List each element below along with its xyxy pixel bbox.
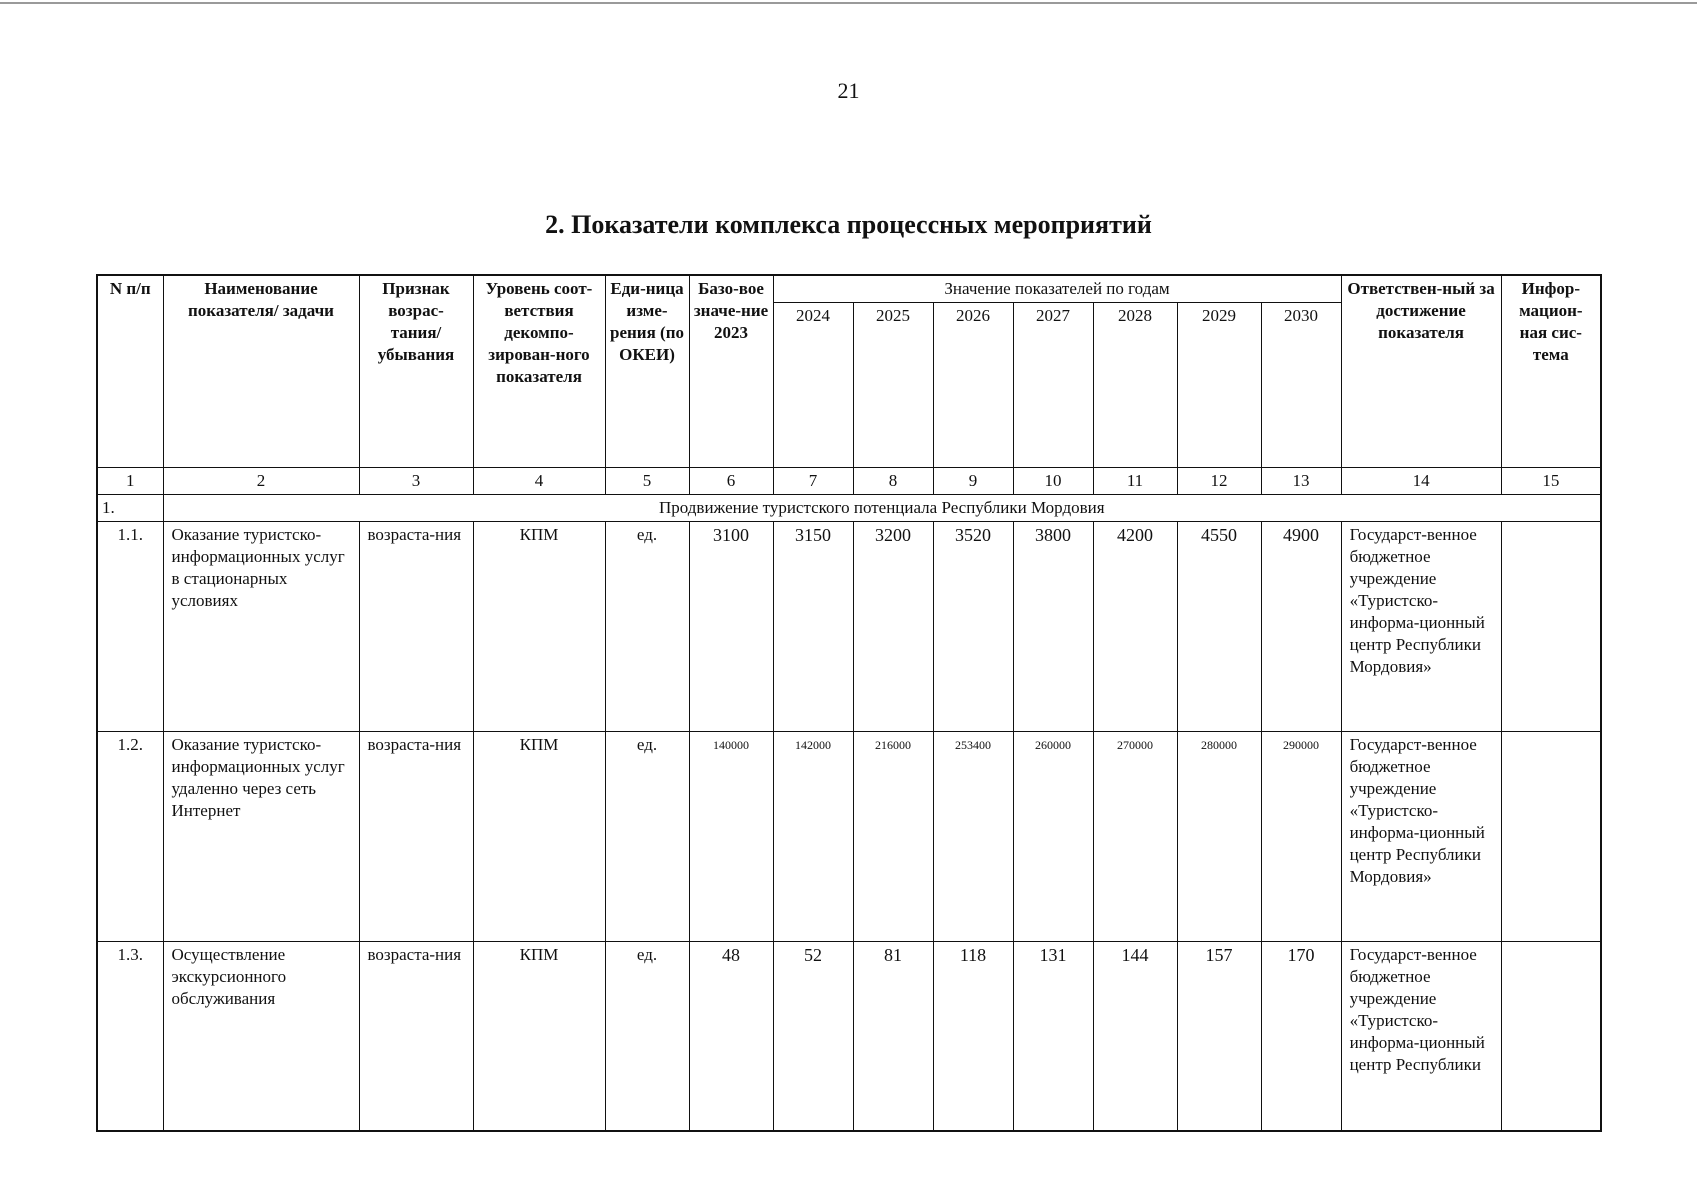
column-number: 12 xyxy=(1177,468,1261,495)
year-value: 157 xyxy=(1177,942,1261,1132)
year-value: 118 xyxy=(933,942,1013,1132)
column-number: 2 xyxy=(163,468,359,495)
column-number: 6 xyxy=(689,468,773,495)
unit-value: ед. xyxy=(605,942,689,1132)
header-year: 2025 xyxy=(853,303,933,468)
level-value: КПМ xyxy=(473,732,605,942)
row-number: 1.2. xyxy=(97,732,163,942)
header-num: N п/п xyxy=(97,275,163,468)
year-value: 4550 xyxy=(1177,522,1261,732)
column-number: 10 xyxy=(1013,468,1093,495)
year-value: 3150 xyxy=(773,522,853,732)
column-number: 7 xyxy=(773,468,853,495)
column-number: 4 xyxy=(473,468,605,495)
level-value: КПМ xyxy=(473,522,605,732)
column-number: 9 xyxy=(933,468,1013,495)
unit-value: ед. xyxy=(605,732,689,942)
scan-edge-line xyxy=(0,2,1697,4)
year-value: 216000 xyxy=(853,732,933,942)
year-value: 170 xyxy=(1261,942,1341,1132)
year-value: 144 xyxy=(1093,942,1177,1132)
header-unit: Еди-ница изме-рения (по ОКЕИ) xyxy=(605,275,689,468)
header-year: 2026 xyxy=(933,303,1013,468)
column-number: 3 xyxy=(359,468,473,495)
trend-sign: возраста-ния xyxy=(359,942,473,1132)
section-number: 1. xyxy=(97,495,163,522)
year-value: 3800 xyxy=(1013,522,1093,732)
section-title: Продвижение туристского потенциала Республики Мордовия xyxy=(163,495,1601,522)
year-value: 3200 xyxy=(853,522,933,732)
header-year: 2030 xyxy=(1261,303,1341,468)
header-years-group: Значение показателей по годам xyxy=(773,275,1341,303)
table-row xyxy=(97,522,1601,732)
column-number-row xyxy=(97,468,1601,495)
column-number: 5 xyxy=(605,468,689,495)
year-value: 142000 xyxy=(773,732,853,942)
indicator-name: Оказание туристско-информационных услуг в стационарных условиях xyxy=(163,522,359,732)
year-value: 131 xyxy=(1013,942,1093,1132)
base-value: 140000 xyxy=(689,732,773,942)
column-number: 13 xyxy=(1261,468,1341,495)
responsible-org: Государст-венное бюджетное учреждение «Туристско-информа-ционный центр Республики Мордовия» xyxy=(1341,732,1501,942)
row-number: 1.1. xyxy=(97,522,163,732)
trend-sign: возраста-ния xyxy=(359,522,473,732)
table-row xyxy=(97,732,1601,942)
level-value: КПМ xyxy=(473,942,605,1132)
column-number: 14 xyxy=(1341,468,1501,495)
year-value: 81 xyxy=(853,942,933,1132)
header-sign: Признак возрас-тания/ убывания xyxy=(359,275,473,468)
base-value: 3100 xyxy=(689,522,773,732)
year-value: 4200 xyxy=(1093,522,1177,732)
header-year: 2024 xyxy=(773,303,853,468)
info-system xyxy=(1501,732,1601,942)
year-value: 290000 xyxy=(1261,732,1341,942)
indicator-name: Осуществление экскурсионного обслуживания xyxy=(163,942,359,1132)
year-value: 270000 xyxy=(1093,732,1177,942)
year-value: 4900 xyxy=(1261,522,1341,732)
row-number: 1.3. xyxy=(97,942,163,1132)
indicators-table xyxy=(96,274,1602,1132)
header-level: Уровень соот-ветствия декомпо-зирован-ного показателя xyxy=(473,275,605,468)
year-value: 280000 xyxy=(1177,732,1261,942)
year-value: 52 xyxy=(773,942,853,1132)
year-value: 3520 xyxy=(933,522,1013,732)
header-row xyxy=(97,275,1601,303)
base-value: 48 xyxy=(689,942,773,1132)
indicator-name: Оказание туристско-информационных услуг удаленно через сеть Интернет xyxy=(163,732,359,942)
responsible-org: Государст-венное бюджетное учреждение «Туристско-информа-ционный центр Республики xyxy=(1341,942,1501,1132)
unit-value: ед. xyxy=(605,522,689,732)
column-number: 8 xyxy=(853,468,933,495)
column-number: 11 xyxy=(1093,468,1177,495)
header-base: Базо-вое значе-ние 2023 xyxy=(689,275,773,468)
column-number: 15 xyxy=(1501,468,1601,495)
header-responsible: Ответствен-ный за достижение показателя xyxy=(1341,275,1501,468)
header-name: Наименование показателя/ задачи xyxy=(163,275,359,468)
page-number: 21 xyxy=(837,78,860,103)
year-value: 253400 xyxy=(933,732,1013,942)
trend-sign: возраста-ния xyxy=(359,732,473,942)
info-system xyxy=(1501,942,1601,1132)
table-row xyxy=(97,942,1601,1132)
header-year: 2028 xyxy=(1093,303,1177,468)
header-year: 2027 xyxy=(1013,303,1093,468)
year-value: 260000 xyxy=(1013,732,1093,942)
header-info-system: Инфор-мацион-ная сис-тема xyxy=(1501,275,1601,468)
section-row xyxy=(97,495,1601,522)
info-system xyxy=(1501,522,1601,732)
header-year: 2029 xyxy=(1177,303,1261,468)
column-number: 1 xyxy=(97,468,163,495)
responsible-org: Государст-венное бюджетное учреждение «Туристско-информа-ционный центр Республики Мордовия» xyxy=(1341,522,1501,732)
page-title: 2. Показатели комплекса процессных мероприятий xyxy=(545,210,1152,239)
